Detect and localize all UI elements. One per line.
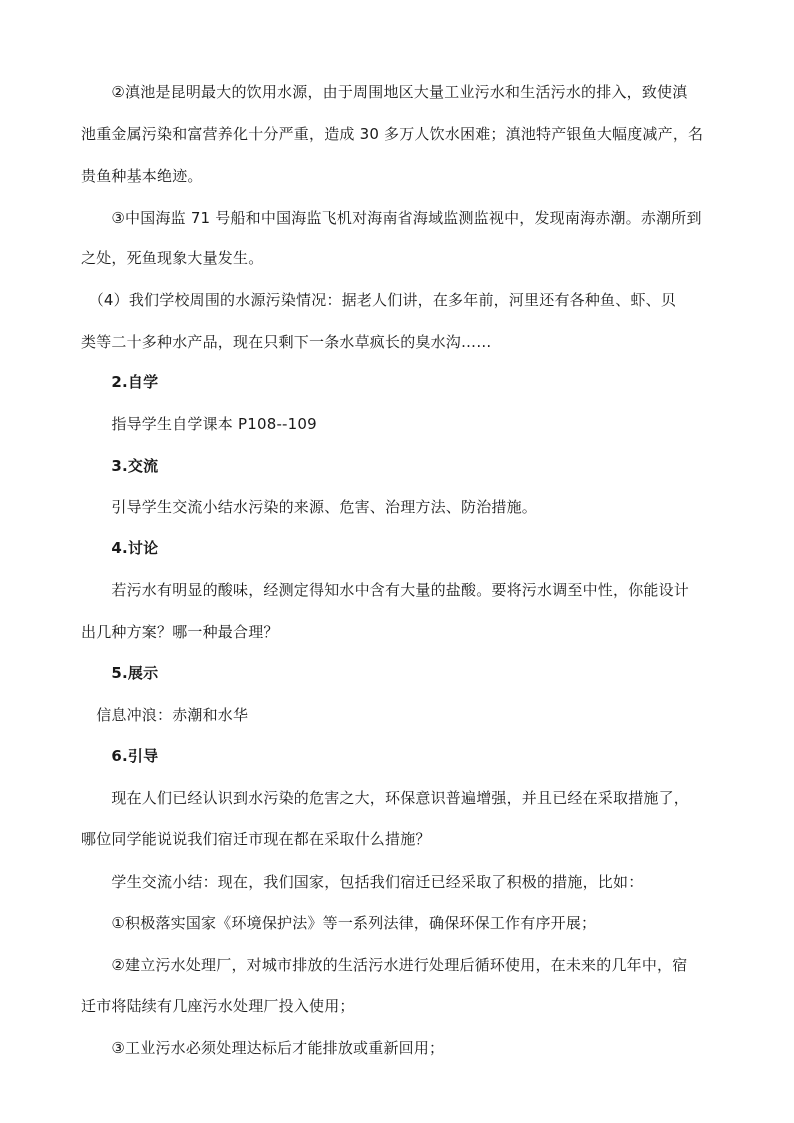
text-line: 若污水有明显的酸味，经测定得知水中含有大量的盐酸。要将污水调至中性，你能设计 — [81, 581, 690, 599]
text-line: 信息冲浪：赤潮和水华 — [81, 706, 249, 724]
text-line: ②建立污水处理厂，对城市排放的生活污水进行处理后循环使用，在未来的几年中，宿 — [81, 956, 688, 974]
text-line: 出几种方案？哪一种最合理？ — [81, 623, 279, 641]
section-heading: 5.展示 — [81, 664, 159, 682]
text-line: 哪位同学能说说我们宿迁市现在都在采取什么措施？ — [81, 830, 431, 848]
text-line: 贵鱼种基本绝迹。 — [81, 167, 203, 185]
text-line: 迁市将陆续有几座污水处理厂投入使用； — [81, 997, 355, 1015]
text-line: 池重金属污染和富营养化十分严重，造成 30 多万人饮水困难；滇池特产银鱼大幅度减产，名 — [81, 125, 704, 143]
text-line: 现在人们已经认识到水污染的危害之大，环保意识普遍增强，并且已经在采取措施了， — [81, 789, 690, 807]
text-line: 类等二十多种水产品，现在只剩下一条水草疯长的臭水沟…… — [81, 333, 492, 351]
text-line: ③工业污水必须处理达标后才能排放或重新回用； — [81, 1039, 445, 1057]
text-line: ①积极落实国家《环境保护法》等一系列法律，确保环保工作有序开展； — [81, 914, 597, 932]
section-heading: 3.交流 — [81, 457, 159, 475]
text-line: 学生交流小结：现在，我们国家，包括我们宿迁已经采取了积极的措施，比如： — [81, 873, 644, 891]
text-line: 之处，死鱼现象大量发生。 — [81, 249, 264, 267]
section-heading: 6.引导 — [81, 747, 159, 765]
text-line: ②滇池是昆明最大的饮用水源，由于周围地区大量工业污水和生活污水的排入，致使滇 — [81, 83, 688, 101]
section-heading: 4.讨论 — [81, 539, 159, 557]
text-line: 指导学生自学课本 P108--109 — [81, 415, 317, 433]
text-line: 引导学生交流小结水污染的来源、危害、治理方法、防治措施。 — [81, 498, 538, 516]
section-heading: 2.自学 — [81, 373, 159, 391]
text-line: （4）我们学校周围的水源污染情况：据老人们讲，在多年前，河里还有各种鱼、虾、贝 — [81, 291, 677, 309]
text-line: ③中国海监 71 号船和中国海监飞机对海南省海域监测监视中，发现南海赤潮。赤潮所到 — [81, 209, 702, 227]
